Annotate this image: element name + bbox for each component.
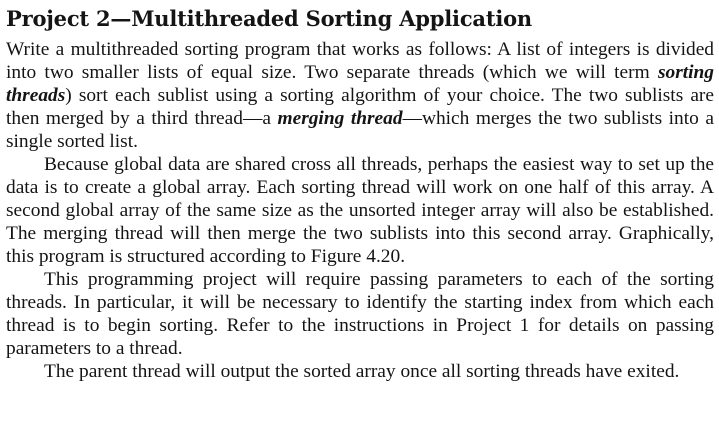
term-merging-thread: merging thread — [277, 108, 403, 129]
global-data-paragraph: Because global data are shared cross all threads, perhaps the easiest way to set up the data is to create a global array. Each sorting thread will work on one half of this array. A second global array of the same size as the unsorted integer array will also be established. The merging thread will then merge the two sublists into this second array. Graphically, this program is structured according to Figure 4.20. — [6, 154, 714, 267]
intro-text-1: Write a multithreaded sorting program that works as follows: A list of integers is divided into two smaller lists of equal size. Two separate threads (which we will term — [6, 39, 714, 83]
project-title: Project 2—Multithreaded Sorting Application — [6, 6, 532, 31]
intro-text-2: ) sort each sublist using a sorting algorithm of your choice. The two sublists are then merged by a third thread—a — [6, 85, 714, 129]
intro-text-3: —which merges the two sublists into a single sorted list. — [6, 108, 714, 152]
term-sorting-threads: sorting threads — [6, 62, 714, 106]
parameters-paragraph: This programming project will require passing parameters to each of the sorting threads. In particular, it will be necessary to identify the starting index from which each thread is to begin sorting. Refer to the instructions in Project 1 for details on passing parameters to a thread. — [6, 269, 714, 359]
intro-paragraph — [6, 38, 714, 153]
document-page — [6, 4, 714, 383]
output-paragraph: The parent thread will output the sorted array once all sorting threads have exited. — [44, 361, 680, 382]
